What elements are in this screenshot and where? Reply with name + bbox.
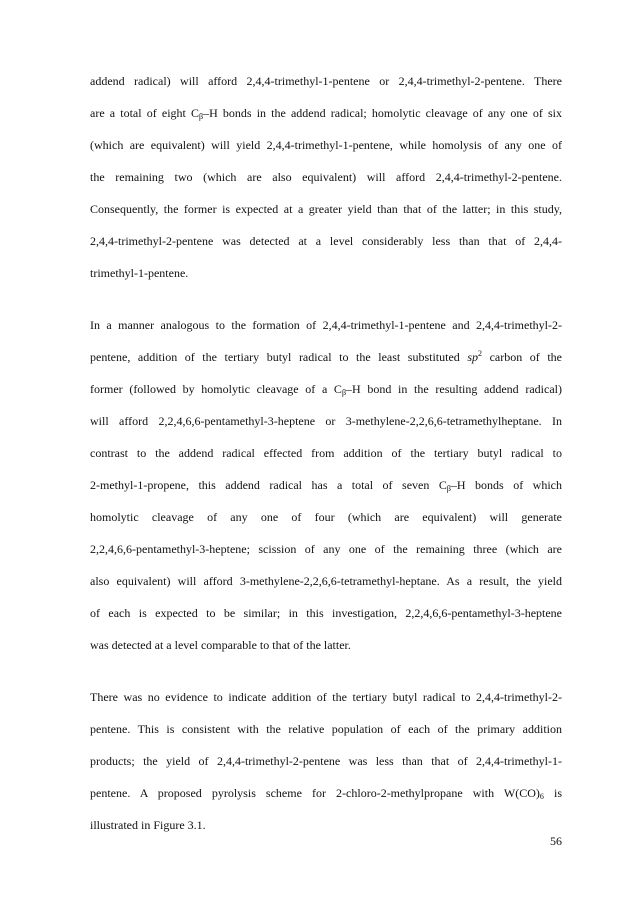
paragraph-2-line-10: of each is expected to be similar; in this investigation, 2,2,4,6,6-pentamethyl-3-heptene bbox=[90, 606, 562, 620]
paragraph-2-line-7: homolytic cleavage of any one of four (which are equivalent) will generate bbox=[90, 510, 562, 524]
paragraph-2-line-5: contrast to the addend radical effected from addition of the tertiary butyl radical to bbox=[90, 446, 562, 460]
paragraph-2-line-8: 2,2,4,6,6-pentamethyl-3-heptene; scission of any one of the remaining three (which are bbox=[90, 542, 562, 556]
paragraph-2-line-1: In a manner analogous to the formation of 2,4,4-trimethyl-1-pentene and 2,4,4-trimethyl-2- bbox=[90, 318, 562, 332]
paragraph-2-line-6: 2-methyl-1-propene, this addend radical has a total of seven $C_\beta-H$ bonds of which bbox=[90, 478, 562, 493]
paragraph-1-line-4: the remaining two (which are also equivalent) will afford 2,4,4-trimethyl-2-pentene. bbox=[90, 170, 562, 184]
paragraph-1-line-1: addend radical) will afford 2,4,4-trimethyl-1-pentene or 2,4,4-trimethyl-2-pentene. There bbox=[90, 74, 562, 88]
paragraph-2-line-3: former (followed by homolytic cleavage of a $C_\beta-H$ bond in the resulting addend radical) bbox=[90, 382, 562, 397]
paragraph-1-line-2: are a total of eight $C_\beta-H$ bonds in the addend radical; homolytic cleavage of any one of six bbox=[90, 106, 562, 121]
paragraph-2-line-4: will afford 2,2,4,6,6-pentamethyl-3-heptene or 3-methylene-2,2,6,6-tetramethylheptane. In bbox=[90, 414, 562, 428]
paragraph-1-line-7: trimethyl-1-pentene. bbox=[90, 266, 189, 280]
paragraph-3-line-4: pentene. A proposed pyrolysis scheme for 2-chloro-2-methylpropane with $W(CO)_6$ is bbox=[90, 786, 562, 801]
paragraph-3-line-5: illustrated in Figure 3.1. bbox=[90, 818, 206, 832]
paragraph-3-line-1: There was no evidence to indicate addition of the tertiary butyl radical to 2,4,4-trimethyl-2- bbox=[90, 690, 562, 704]
paragraph-1-line-6: 2,4,4-trimethyl-2-pentene was detected at a level considerably less than that of 2,4,4- bbox=[90, 234, 562, 248]
page-number: 56 bbox=[550, 834, 562, 848]
paragraph-3-line-2: pentene. This is consistent with the relative population of each of the primary addition bbox=[90, 722, 562, 736]
paragraph-3-line-3: products; the yield of 2,4,4-trimethyl-2-pentene was less than that of 2,4,4-trimethyl-1- bbox=[90, 754, 562, 768]
paragraph-2-line-9: also equivalent) will afford 3-methylene-2,2,6,6-tetramethyl-heptane. As a result, the yield bbox=[90, 574, 562, 588]
paragraph-1-line-3: (which are equivalent) will yield 2,4,4-trimethyl-1-pentene, while homolysis of any one of bbox=[90, 138, 562, 152]
paragraph-1-line-5: Consequently, the former is expected at a greater yield than that of the latter; in this study, bbox=[90, 202, 562, 216]
paragraph-2-line-2: pentene, addition of the tertiary butyl radical to the least substituted $sp^2$ carbon of the bbox=[90, 349, 562, 364]
paragraph-2-line-11: was detected at a level comparable to that of the latter. bbox=[90, 638, 351, 652]
